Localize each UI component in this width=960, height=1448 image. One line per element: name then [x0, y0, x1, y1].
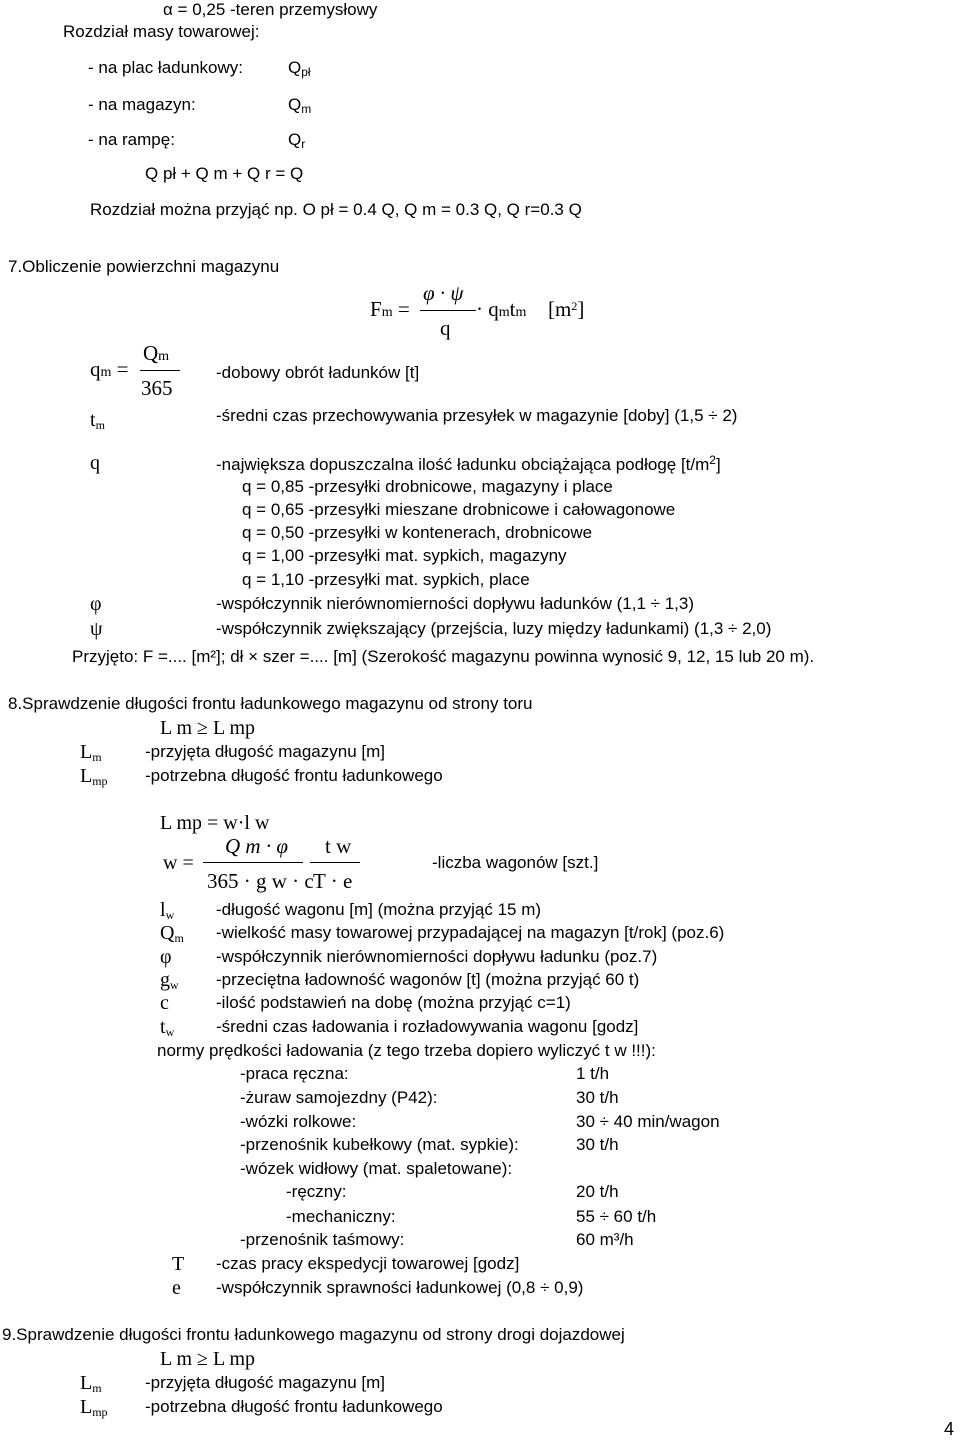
def-c-sym: c: [160, 992, 169, 1014]
s8-heading: 8.Sprawdzenie długości frontu ładunkowego magazynu od strony toru: [8, 694, 533, 713]
rate-7-label: -przenośnik taśmowy:: [240, 1230, 405, 1249]
w-den2: T · e: [313, 869, 353, 893]
q-list-3: q = 1,00 -przesyłki mat. sypkich, magazyny: [242, 546, 567, 565]
rate-6-value: 55 ÷ 60 t/h: [576, 1207, 657, 1226]
w-num2: t w: [325, 834, 352, 858]
rate-7-value: 60 m³/h: [576, 1230, 634, 1249]
qm-lhs: qm =: [90, 357, 129, 381]
w-lhs: w =: [163, 852, 194, 874]
item-rampa-sym: $Q_r$: [288, 130, 306, 151]
w-desc: -liczba wagonów [szt.]: [432, 853, 599, 872]
s9-Lm-desc: -przyjęta długość magazynu [m]: [145, 1373, 385, 1392]
F-unit: $[m^2]$: [548, 297, 585, 321]
def-tw-sym: $t_w$: [160, 1016, 175, 1039]
q-list-0: q = 0,85 -przesyłki drobnicowe, magazyny i place: [242, 477, 613, 496]
rate-3-value: 30 t/h: [576, 1135, 619, 1154]
item-rampa-label: - na rampę:: [88, 130, 175, 149]
page-number: 4: [944, 1419, 955, 1439]
s9-Lm-sym: $L_m$: [80, 1372, 102, 1395]
def-phi-desc: -współczynnik nierównomierności dopływu ładunku (poz.7): [216, 947, 658, 966]
w-fraction1-line: [203, 862, 303, 863]
T-desc: -czas pracy ekspedycji towarowej [godz]: [216, 1254, 520, 1273]
q-list-4: q = 1,10 -przesyłki mat. sypkich, place: [242, 570, 530, 589]
F-lhs: Fm =: [370, 297, 410, 321]
rate-3-label: -przenośnik kubełkowy (mat. sypkie):: [240, 1135, 519, 1154]
e-desc: -współczynnik sprawności ładunkowej (0,8 ÷ 0,9): [216, 1278, 584, 1297]
q-list-2: q = 0,50 -przesyłki w kontenerach, drobnicowe: [242, 523, 593, 542]
phi-sym: φ: [90, 593, 102, 615]
def-Qm-sym: $Q_m$: [160, 922, 184, 945]
def-phi-sym: φ: [160, 946, 172, 968]
psi-desc: -współczynnik zwiększający (przejścia, luzy między ładunkami) (1,3 ÷ 2,0): [216, 619, 772, 638]
F-rest: · qmtm: [476, 297, 527, 321]
s8-Lm-sym: $L_m$: [80, 741, 102, 764]
s8-condition: L m ≥ L mp: [160, 717, 256, 739]
def-lw-sym: $l_w$: [160, 899, 175, 922]
s9-Lmp-sym: $L_{mp}$: [80, 1396, 108, 1419]
item-plac-label: - na plac ładunkowy:: [88, 58, 243, 77]
def-Qm-desc: -wielkość masy towarowej przypadającej na magazyn [t/rok] (poz.6): [216, 923, 725, 942]
e-sym: e: [172, 1277, 181, 1299]
qm-fraction-line: [140, 370, 180, 371]
w-num1: Q m · φ: [225, 834, 288, 858]
def-c-desc: -ilość podstawień na dobę (można przyjąć c=1): [216, 993, 571, 1012]
normy-line: normy prędkości ładowania (z tego trzeba dopiero wyliczyć t w !!!):: [157, 1041, 656, 1060]
w-den1: 365 · g w · c: [207, 869, 314, 893]
s8-Lm-desc: -przyjęta długość magazynu [m]: [145, 742, 385, 761]
qm-denominator: 365: [141, 376, 173, 400]
rate-5-label: -ręczny:: [286, 1182, 347, 1201]
rate-1-value: 30 t/h: [576, 1088, 619, 1107]
F-numerator: φ · ψ: [423, 281, 464, 305]
q-desc: -największa dopuszczalna ilość ładunku obciążająca podłogę $[t/m^2]$: [216, 453, 721, 474]
F-denominator: q: [440, 316, 451, 340]
def-gw-desc: -przeciętna ładowność wagonów [t] (można przyjąć 60 t): [216, 970, 640, 989]
item-magazyn-sym: $Q_m$: [288, 95, 312, 116]
s8-Lmp-sym: $L_{mp}$: [80, 765, 108, 788]
psi-sym: ψ: [90, 618, 103, 640]
phi-desc: -współczynnik nierównomierności dopływu ładunków (1,1 ÷ 1,3): [216, 594, 694, 613]
alpha-line: α = 0,25 -teren przemysłowy: [163, 0, 378, 19]
def-gw-sym: $g_w$: [160, 969, 179, 992]
q-sym: q: [90, 452, 100, 474]
tm-desc: -średni czas przechowywania przesyłek w magazynie [doby] (1,5 ÷ 2): [216, 406, 738, 425]
rate-2-value: 30 ÷ 40 min/wagon: [576, 1112, 720, 1131]
tm-sym: $t_m$: [90, 409, 105, 432]
qm-numerator: Qm: [143, 341, 170, 365]
s9-condition: L m ≥ L mp: [160, 1348, 256, 1370]
qm-desc: -dobowy obrót ładunków [t]: [216, 363, 420, 382]
def-lw-desc: -długość wagonu [m] (można przyjąć 15 m): [216, 900, 542, 919]
T-sym: T: [172, 1253, 185, 1275]
s7-heading: 7.Obliczenie powierzchni magazynu: [8, 257, 280, 276]
F-fraction-line: [420, 310, 476, 311]
q-list-1: q = 0,65 -przesyłki mieszane drobnicowe i całowagonowe: [242, 500, 676, 519]
Lmp-equation: L mp = w·l w: [160, 812, 270, 834]
rate-0-value: 1 t/h: [576, 1064, 610, 1083]
s8-Lmp-desc: -potrzebna długość frontu ładunkowego: [145, 766, 443, 785]
rozdzial-heading: Rozdział masy towarowej:: [63, 22, 260, 41]
item-plac-sym: $Q_{pł}$: [288, 58, 311, 79]
sum-equation: Q pł + Q m + Q r = Q: [145, 164, 304, 183]
w-fraction2-line: [310, 862, 360, 863]
przyjac-line: Rozdział można przyjąć np. O pł = 0.4 Q, Q m = 0.3 Q, Q r=0.3 Q: [90, 200, 582, 219]
rate-5-value: 20 t/h: [576, 1182, 619, 1201]
rate-1-label: -żuraw samojezdny (P42):: [240, 1088, 438, 1107]
s9-Lmp-desc: -potrzebna długość frontu ładunkowego: [145, 1397, 443, 1416]
rate-0-label: -praca ręczna:: [240, 1064, 349, 1083]
s9-heading: 9.Sprawdzenie długości frontu ładunkowego magazynu od strony drogi dojazdowej: [2, 1325, 625, 1344]
rate-6-label: -mechaniczny:: [286, 1207, 396, 1226]
def-tw-desc: -średni czas ładowania i rozładowywania wagonu [godz]: [216, 1017, 639, 1036]
rate-2-label: -wózki rolkowe:: [240, 1112, 357, 1131]
item-magazyn-label: - na magazyn:: [88, 95, 196, 114]
rate-4-label: -wózek widłowy (mat. spaletowane):: [240, 1159, 513, 1178]
przyjeto-line: Przyjęto: F =.... [m²]; dł × szer =.... [m] (Szerokość magazynu powinna wynosić 9, 12, 15 lub 20 m).: [72, 647, 815, 666]
